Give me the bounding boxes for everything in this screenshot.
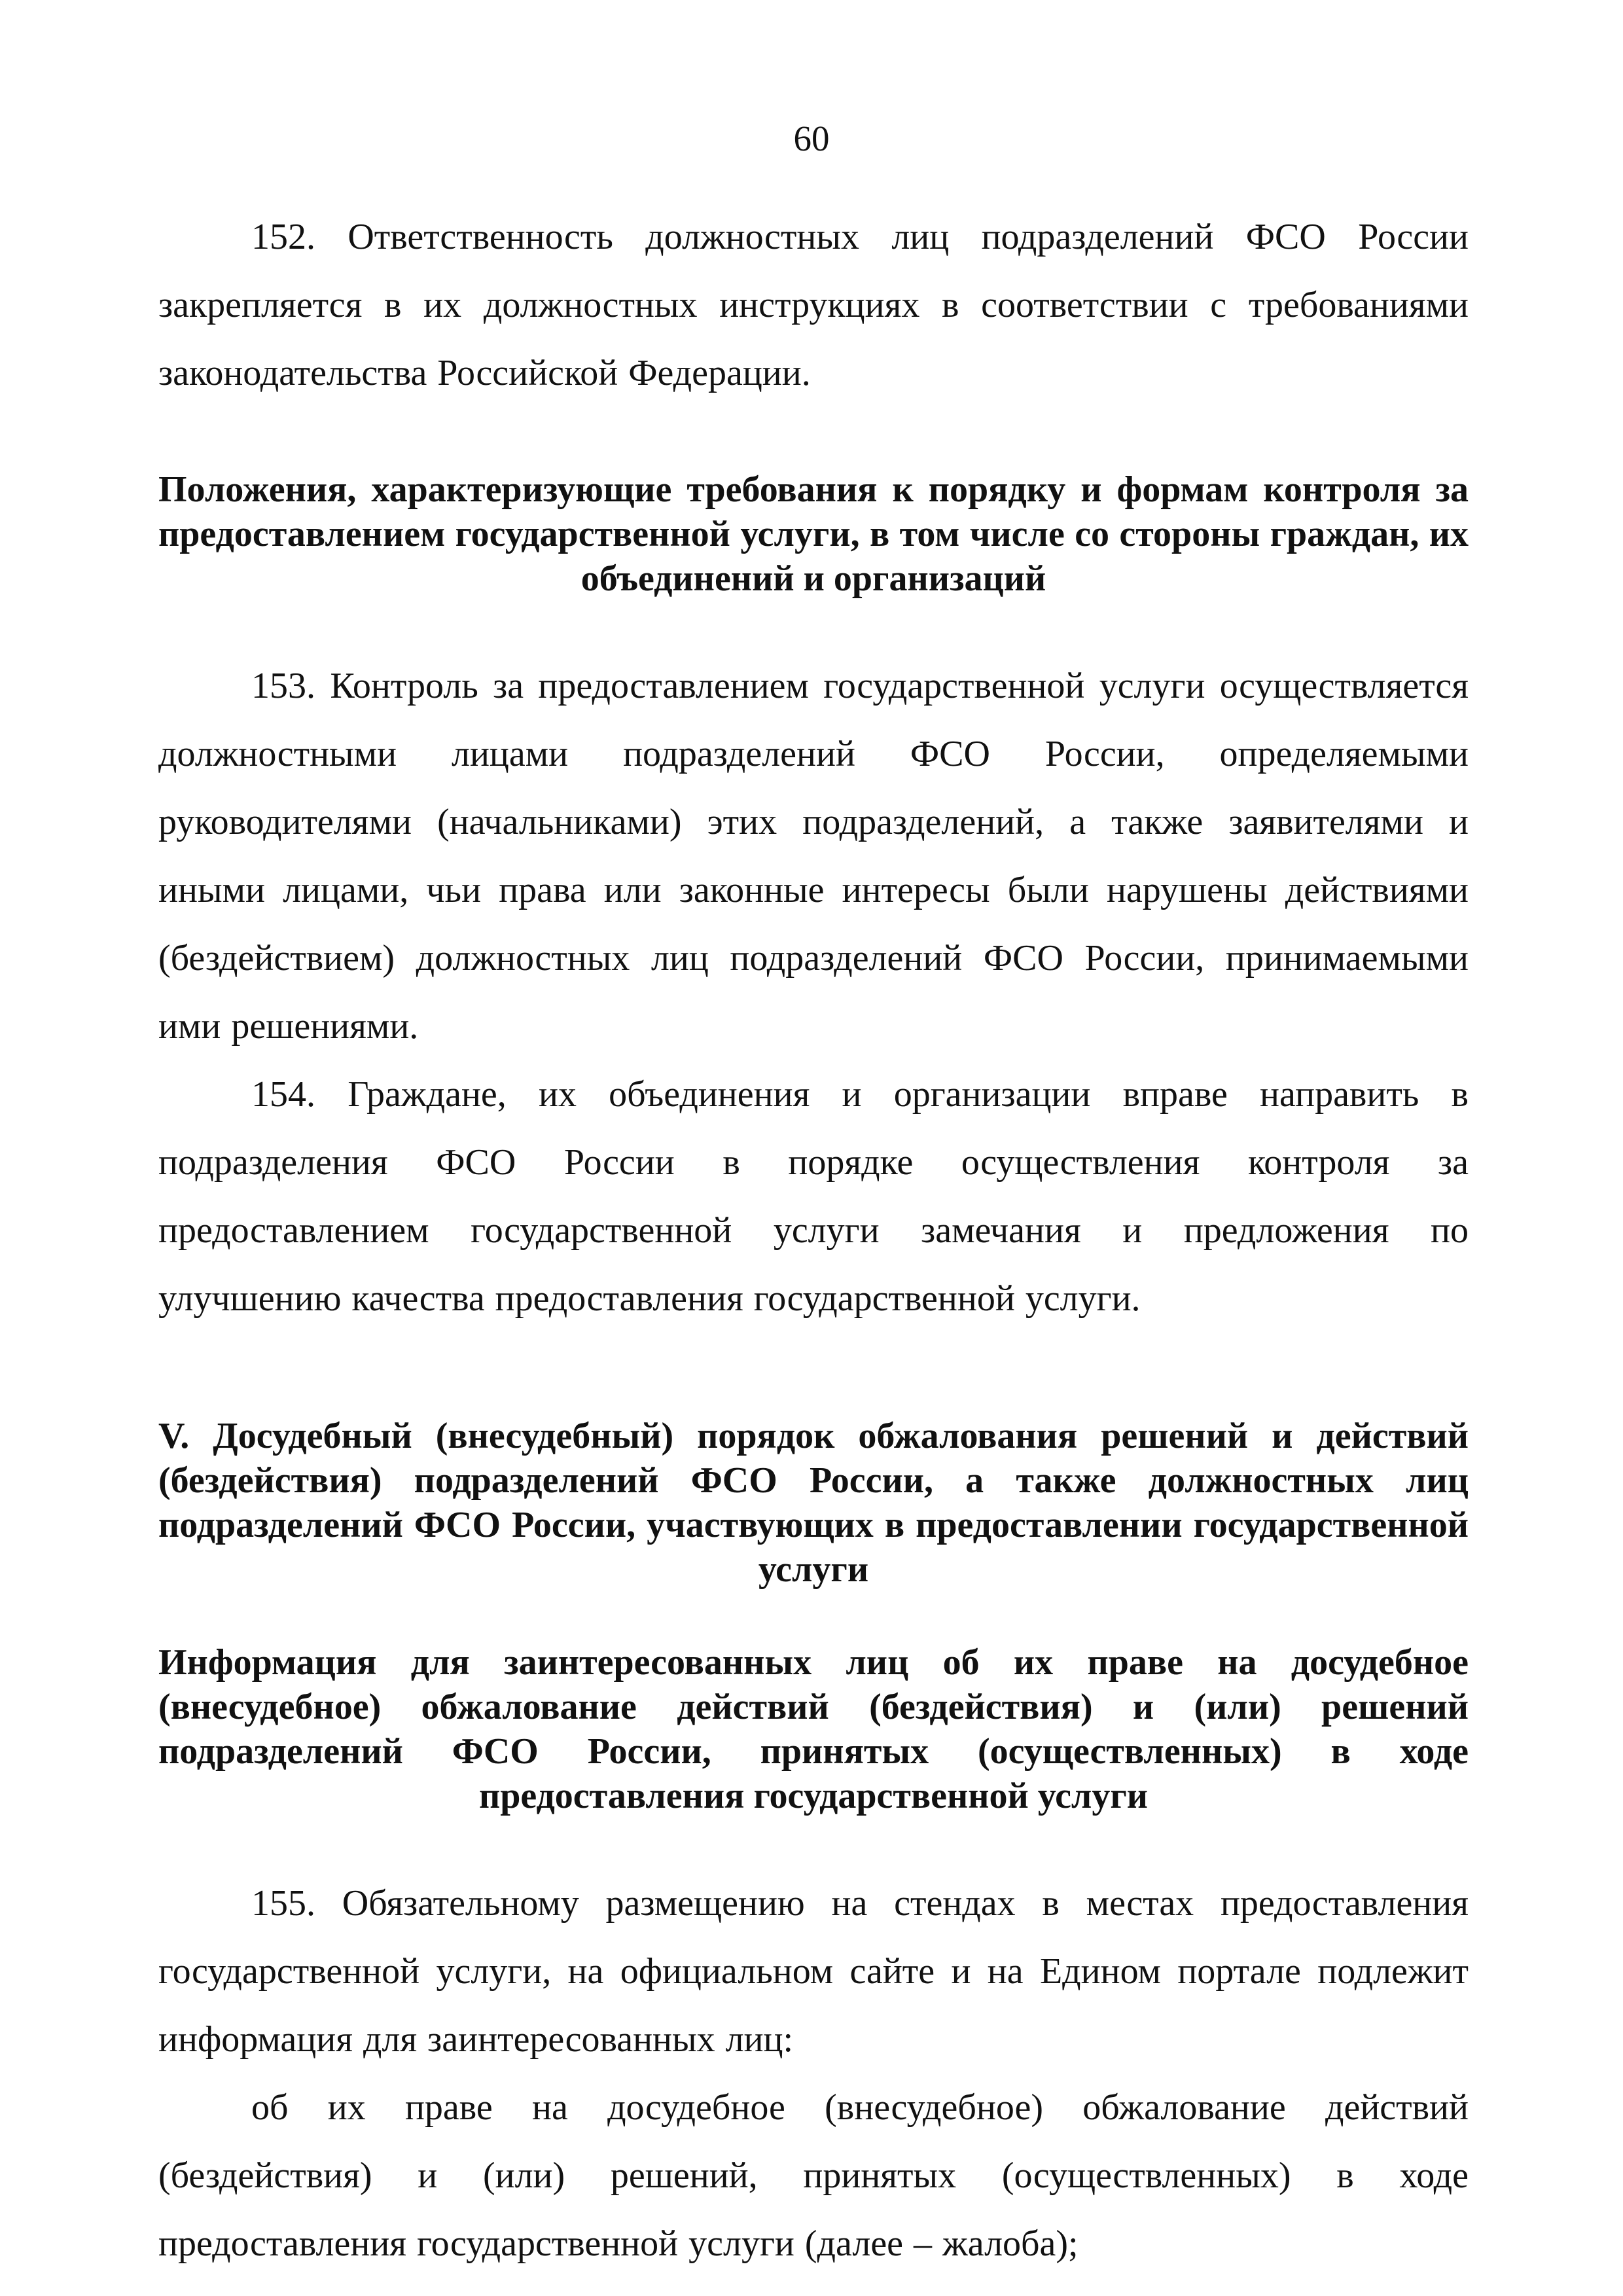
heading-appeal-information: Информация для заинтересованных лиц об их праве на досудебное (внесудебное) обжалование действий (бездействия) и (или) решений подразделений ФСО России, принятых (осуществленных) в ходе предоставления государственной услуги [158, 1642, 1469, 1816]
heading-section-v: V. Досудебный (внесудебный) порядок обжалования решений и действий (бездействия) подразделений ФСО России, а также должностных лиц подразделений ФСО России, участвующих в предоставлении государственной услуги [158, 1416, 1469, 1590]
paragraph-155: 155. Обязательному размещению на стендах в местах предоставления государственной услуги, на официальном сайте и на Едином портале подлежит информация для заинтересованных лиц: [158, 1883, 1469, 2060]
heading-control-requirements: Положения, характеризующие требования к порядку и формам контроля за предоставлением государственной услуги, в том числе со стороны граждан, их объединений и организаций [158, 469, 1469, 599]
document-body [158, 203, 1469, 2278]
paragraph-152: 152. Ответственность должностных лиц подразделений ФСО России закрепляется в их должностных инструкциях в соответствии с требованиями законодательства Российской Федерации. [158, 217, 1469, 393]
page-number: 60 [793, 118, 830, 158]
paragraph-153: 153. Контроль за предоставлением государственной услуги осуществляется должностными лицами подразделений ФСО России, определяемыми руководителями (начальниками) этих подразделений, а также заявителями и иными лицами, чьи права или законные интересы были нарушены действиями (бездействием) должностных лиц подразделений ФСО России, принимаемыми ими решениями. [158, 666, 1469, 1047]
paragraph-154: 154. Граждане, их объединения и организации вправе направить в подразделения ФСО России в порядке осуществления контроля за предоставлением государственной услуги замечания и предложения по улучшению качества предоставления государственной услуги. [158, 1074, 1469, 1319]
paragraph-155-item: об их праве на досудебное (внесудебное) обжалование действий (бездействия) и (или) решений, принятых (осуществленных) в ходе предоставления государственной услуги (далее – жалоба); [158, 2087, 1469, 2264]
